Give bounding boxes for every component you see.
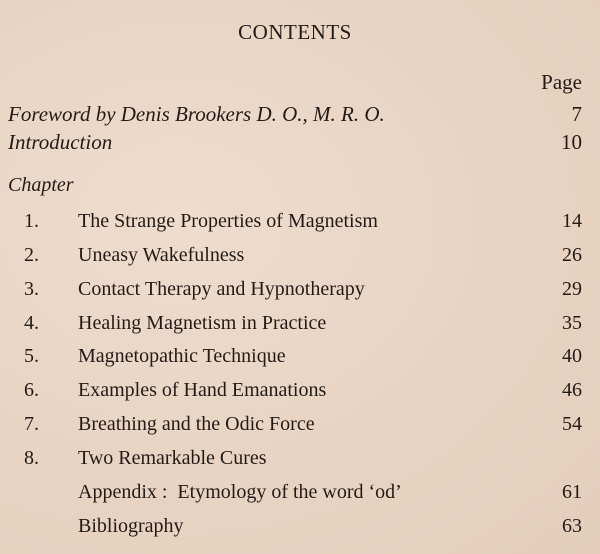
chapter-number: 7. <box>24 413 39 435</box>
chapter-number: 1. <box>24 210 39 232</box>
chapter-number: 5. <box>24 345 39 367</box>
toc-entry-introduction <box>8 130 582 155</box>
chapter-title: Contact Therapy and Hypnotherapy <box>78 278 365 300</box>
chapter-title: The Strange Properties of Magnetism <box>78 210 378 232</box>
chapter-number: 2. <box>24 244 39 266</box>
chapter-section-header: Chapter <box>8 174 74 196</box>
entry-label: Introduction <box>8 130 113 154</box>
page-column-header: Page <box>541 70 582 94</box>
chapter-title: Breathing and the Odic Force <box>78 413 315 435</box>
toc-chapter-row <box>0 278 582 304</box>
toc-chapter-row <box>0 379 582 405</box>
chapter-page: 29 <box>562 278 582 300</box>
appendix-title: Appendix : Etymology of the word ‘od’ <box>78 481 402 503</box>
chapter-title: Magnetopathic Technique <box>78 345 286 367</box>
toc-chapter-row <box>0 244 582 270</box>
appendix-page: 61 <box>562 481 582 503</box>
chapter-number: 8. <box>24 447 39 469</box>
chapter-page: 46 <box>562 379 582 401</box>
bibliography-page: 63 <box>562 515 582 537</box>
bibliography-title: Bibliography <box>78 515 184 537</box>
toc-chapter-row <box>0 312 582 338</box>
chapter-page: 54 <box>562 413 582 435</box>
chapter-page: 40 <box>562 345 582 367</box>
chapter-number: 3. <box>24 278 39 300</box>
entry-page: 7 <box>571 102 582 126</box>
page-title: CONTENTS <box>238 20 352 44</box>
entry-label: Foreword by Denis Brookers D. O., M. R. O. <box>8 102 385 126</box>
chapter-page: 35 <box>562 312 582 334</box>
chapter-number: 4. <box>24 312 39 334</box>
chapter-number: 6. <box>24 379 39 401</box>
toc-entry-foreword <box>8 102 582 127</box>
chapter-title: Two Remarkable Cures <box>78 447 267 469</box>
toc-chapter-row <box>0 447 582 473</box>
chapter-page: 14 <box>562 210 582 232</box>
chapter-title: Examples of Hand Emanations <box>78 379 327 401</box>
chapter-title: Healing Magnetism in Practice <box>78 312 327 334</box>
toc-chapter-row <box>0 345 582 371</box>
entry-page: 10 <box>561 130 582 154</box>
chapter-page: 26 <box>562 244 582 266</box>
toc-bibliography-row <box>0 515 582 541</box>
toc-chapter-row <box>0 210 582 236</box>
toc-chapter-row <box>0 413 582 439</box>
toc-appendix-row <box>0 481 582 507</box>
chapter-title: Uneasy Wakefulness <box>78 244 245 266</box>
